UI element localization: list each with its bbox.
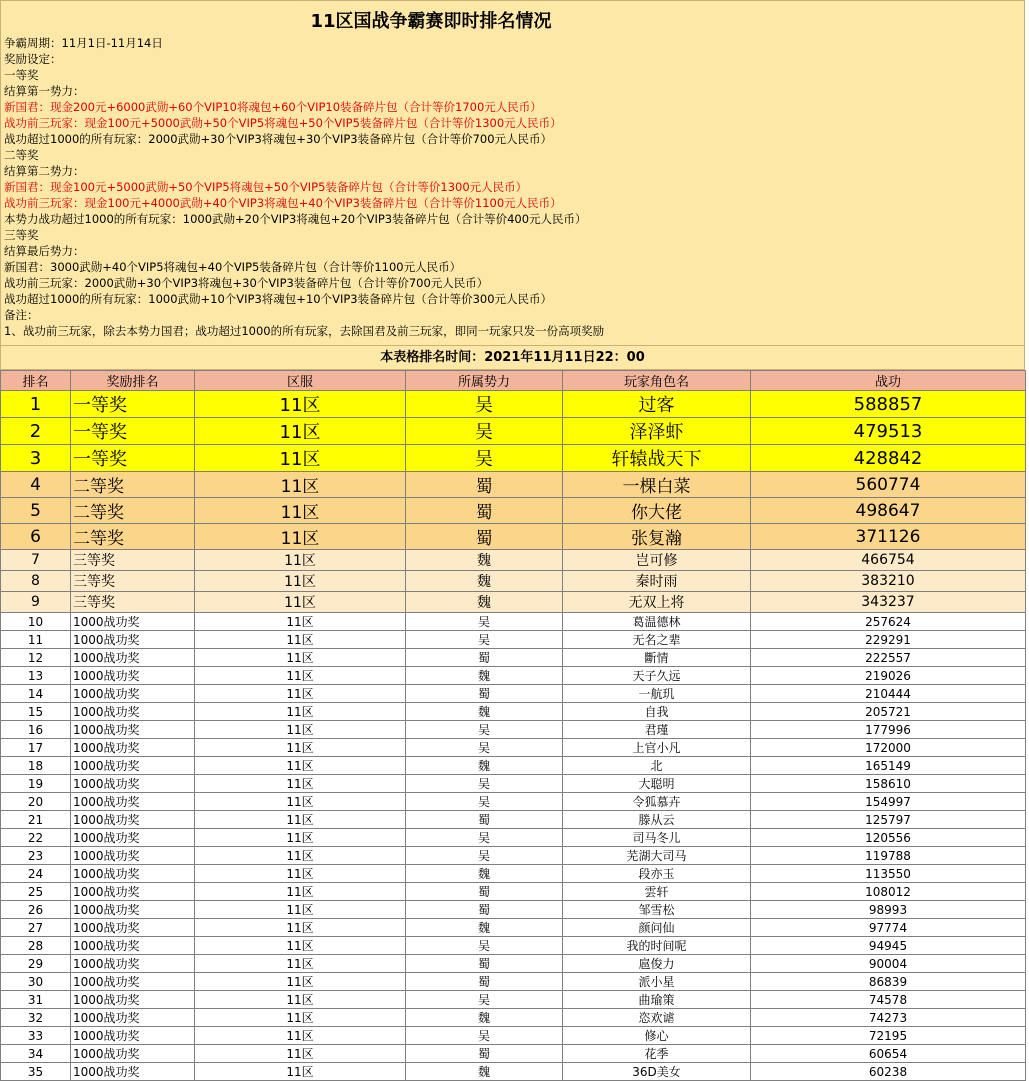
merit-cell[interactable]: 90004 bbox=[751, 955, 1026, 973]
player-name-cell[interactable]: 你大佬 bbox=[563, 498, 751, 524]
merit-cell[interactable]: 479513 bbox=[751, 418, 1026, 445]
server-cell[interactable]: 11区 bbox=[195, 1045, 406, 1063]
table-row bbox=[1, 775, 1026, 793]
rank-cell[interactable]: 24 bbox=[1, 865, 71, 883]
table-row bbox=[1, 550, 1026, 571]
rank-cell[interactable]: 2 bbox=[1, 418, 71, 445]
rule-line: 备注： bbox=[4, 308, 39, 322]
merit-cell[interactable]: 158610 bbox=[751, 775, 1026, 793]
award-cell[interactable]: 1000战功奖 bbox=[71, 901, 195, 919]
award-cell[interactable]: 1000战功奖 bbox=[71, 721, 195, 739]
server-cell[interactable]: 11区 bbox=[195, 829, 406, 847]
rule-line: 战功前三玩家：2000武勋+30个VIP3将魂包+30个VIP3装备碎片包（合计等价700元人民币） bbox=[4, 276, 489, 290]
rule-line: 结算最后势力： bbox=[4, 244, 85, 258]
server-cell[interactable]: 11区 bbox=[195, 955, 406, 973]
player-name-cell[interactable]: 葛温德林 bbox=[563, 613, 751, 631]
rule-line: 新国君：3000武勋+40个VIP5将魂包+40个VIP5装备碎片包（合计等价1100元人民币） bbox=[4, 260, 462, 274]
faction-cell[interactable]: 蜀 bbox=[406, 811, 563, 829]
award-cell[interactable]: 1000战功奖 bbox=[71, 757, 195, 775]
player-name-cell[interactable]: 天子久远 bbox=[563, 667, 751, 685]
table-row bbox=[1, 811, 1026, 829]
player-name-cell[interactable]: 司马冬儿 bbox=[563, 829, 751, 847]
header-award[interactable]: 奖励排名 bbox=[71, 371, 195, 391]
faction-cell[interactable]: 吴 bbox=[406, 793, 563, 811]
faction-cell[interactable]: 吴 bbox=[406, 613, 563, 631]
table-row bbox=[1, 901, 1026, 919]
rule-line: 战功超过1000的所有玩家：1000武勋+10个VIP3将魂包+10个VIP3装备碎片包（合计等价300元人民币） bbox=[4, 292, 553, 306]
player-name-cell[interactable]: 斷情 bbox=[563, 649, 751, 667]
rule-line: 战功超过1000的所有玩家：2000武勋+30个VIP3将魂包+30个VIP3装备碎片包（合计等价700元人民币） bbox=[4, 132, 553, 146]
faction-cell[interactable]: 吴 bbox=[406, 445, 563, 472]
rank-cell[interactable]: 3 bbox=[1, 445, 71, 472]
merit-cell[interactable]: 343237 bbox=[751, 592, 1026, 613]
player-name-cell[interactable]: 派小星 bbox=[563, 973, 751, 991]
award-cell[interactable]: 1000战功奖 bbox=[71, 667, 195, 685]
table-row bbox=[1, 571, 1026, 592]
merit-cell[interactable]: 588857 bbox=[751, 391, 1026, 418]
merit-cell[interactable]: 222557 bbox=[751, 649, 1026, 667]
rule-line: 新国君：现金100元+5000武勋+50个VIP5将魂包+50个VIP5装备碎片包（合计等价1300元人民币） bbox=[4, 180, 528, 194]
faction-cell[interactable]: 魏 bbox=[406, 1009, 563, 1027]
player-name-cell[interactable]: 岂可修 bbox=[563, 550, 751, 571]
faction-cell[interactable]: 吴 bbox=[406, 937, 563, 955]
table-row bbox=[1, 1009, 1026, 1027]
rank-cell[interactable]: 20 bbox=[1, 793, 71, 811]
award-cell[interactable]: 三等奖 bbox=[71, 550, 195, 571]
merit-cell[interactable]: 154997 bbox=[751, 793, 1026, 811]
rank-cell[interactable]: 35 bbox=[1, 1063, 71, 1081]
table-row bbox=[1, 883, 1026, 901]
merit-cell[interactable]: 74273 bbox=[751, 1009, 1026, 1027]
rank-cell[interactable]: 21 bbox=[1, 811, 71, 829]
award-cell[interactable]: 一等奖 bbox=[71, 391, 195, 418]
award-cell[interactable]: 1000战功奖 bbox=[71, 1009, 195, 1027]
table-row bbox=[1, 793, 1026, 811]
rule-line: 二等奖 bbox=[4, 148, 39, 162]
faction-cell[interactable]: 蜀 bbox=[406, 685, 563, 703]
server-cell[interactable]: 11区 bbox=[195, 721, 406, 739]
merit-cell[interactable]: 113550 bbox=[751, 865, 1026, 883]
rank-cell[interactable]: 13 bbox=[1, 667, 71, 685]
table-row bbox=[1, 991, 1026, 1009]
rule-line: 一等奖 bbox=[4, 68, 39, 82]
server-cell[interactable]: 11区 bbox=[195, 991, 406, 1009]
rank-cell[interactable]: 33 bbox=[1, 1027, 71, 1045]
player-name-cell[interactable]: 滕从云 bbox=[563, 811, 751, 829]
faction-cell[interactable]: 蜀 bbox=[406, 883, 563, 901]
server-cell[interactable]: 11区 bbox=[195, 498, 406, 524]
table-row bbox=[1, 703, 1026, 721]
table-row bbox=[1, 721, 1026, 739]
faction-cell[interactable]: 魏 bbox=[406, 550, 563, 571]
player-name-cell[interactable]: 段亦玉 bbox=[563, 865, 751, 883]
table-row bbox=[1, 667, 1026, 685]
award-cell[interactable]: 1000战功奖 bbox=[71, 649, 195, 667]
server-cell[interactable]: 11区 bbox=[195, 865, 406, 883]
server-cell[interactable]: 11区 bbox=[195, 472, 406, 498]
server-cell[interactable]: 11区 bbox=[195, 883, 406, 901]
rank-cell[interactable]: 4 bbox=[1, 472, 71, 498]
award-cell[interactable]: 1000战功奖 bbox=[71, 775, 195, 793]
player-name-cell[interactable]: 上官小凡 bbox=[563, 739, 751, 757]
header-faction[interactable]: 所属势力 bbox=[406, 371, 563, 391]
server-cell[interactable]: 11区 bbox=[195, 901, 406, 919]
server-cell[interactable]: 11区 bbox=[195, 631, 406, 649]
header-merit[interactable]: 战功 bbox=[751, 371, 1026, 391]
merit-cell[interactable]: 498647 bbox=[751, 498, 1026, 524]
rank-cell[interactable]: 8 bbox=[1, 571, 71, 592]
table-row bbox=[1, 739, 1026, 757]
player-name-cell[interactable]: 修心 bbox=[563, 1027, 751, 1045]
faction-cell[interactable]: 魏 bbox=[406, 757, 563, 775]
table-row bbox=[1, 592, 1026, 613]
rule-line: 结算第二势力： bbox=[4, 164, 85, 178]
server-cell[interactable]: 11区 bbox=[195, 550, 406, 571]
merit-cell[interactable]: 97774 bbox=[751, 919, 1026, 937]
table-row bbox=[1, 472, 1026, 498]
merit-cell[interactable]: 98993 bbox=[751, 901, 1026, 919]
header-rank[interactable]: 排名 bbox=[1, 371, 71, 391]
table-row bbox=[1, 418, 1026, 445]
award-cell[interactable]: 1000战功奖 bbox=[71, 631, 195, 649]
award-cell[interactable]: 三等奖 bbox=[71, 571, 195, 592]
award-cell[interactable]: 三等奖 bbox=[71, 592, 195, 613]
rank-cell[interactable]: 29 bbox=[1, 955, 71, 973]
award-cell[interactable]: 1000战功奖 bbox=[71, 829, 195, 847]
player-name-cell[interactable]: 我的时间呢 bbox=[563, 937, 751, 955]
ranking-table bbox=[0, 370, 1026, 1081]
merit-cell[interactable]: 219026 bbox=[751, 667, 1026, 685]
merit-cell[interactable]: 210444 bbox=[751, 685, 1026, 703]
merit-cell[interactable]: 119788 bbox=[751, 847, 1026, 865]
faction-cell[interactable]: 吴 bbox=[406, 631, 563, 649]
player-name-cell[interactable]: 曲瑜策 bbox=[563, 991, 751, 1009]
rank-cell[interactable]: 17 bbox=[1, 739, 71, 757]
server-cell[interactable]: 11区 bbox=[195, 685, 406, 703]
server-cell[interactable]: 11区 bbox=[195, 703, 406, 721]
faction-cell[interactable]: 魏 bbox=[406, 571, 563, 592]
ranking-timestamp: 本表格排名时间：2021年11月11日22：00 bbox=[0, 346, 1025, 370]
rank-cell[interactable]: 9 bbox=[1, 592, 71, 613]
player-name-cell[interactable]: 一航玑 bbox=[563, 685, 751, 703]
faction-cell[interactable]: 吴 bbox=[406, 1027, 563, 1045]
table-row bbox=[1, 524, 1026, 550]
merit-cell[interactable]: 125797 bbox=[751, 811, 1026, 829]
merit-cell[interactable]: 60654 bbox=[751, 1045, 1026, 1063]
table-row bbox=[1, 498, 1026, 524]
award-cell[interactable]: 1000战功奖 bbox=[71, 1063, 195, 1081]
merit-cell[interactable]: 466754 bbox=[751, 550, 1026, 571]
faction-cell[interactable]: 蜀 bbox=[406, 1045, 563, 1063]
faction-cell[interactable]: 蜀 bbox=[406, 472, 563, 498]
award-cell[interactable]: 1000战功奖 bbox=[71, 739, 195, 757]
table-row bbox=[1, 685, 1026, 703]
award-cell[interactable]: 1000战功奖 bbox=[71, 937, 195, 955]
player-name-cell[interactable]: 恣欢谑 bbox=[563, 1009, 751, 1027]
server-cell[interactable]: 11区 bbox=[195, 1027, 406, 1045]
merit-cell[interactable]: 94945 bbox=[751, 937, 1026, 955]
rule-line: 战功前三玩家：现金100元+5000武勋+50个VIP5将魂包+50个VIP5装备碎片包（合计等价1300元人民币） bbox=[4, 116, 562, 130]
rank-cell[interactable]: 10 bbox=[1, 613, 71, 631]
rank-cell[interactable]: 16 bbox=[1, 721, 71, 739]
player-name-cell[interactable]: 颜问仙 bbox=[563, 919, 751, 937]
award-cell[interactable]: 一等奖 bbox=[71, 418, 195, 445]
rule-line: 新国君：现金200元+6000武勋+60个VIP10将魂包+60个VIP10装备碎片包（合计等价1700元人民币） bbox=[4, 100, 542, 114]
faction-cell[interactable]: 吴 bbox=[406, 991, 563, 1009]
player-name-cell[interactable]: 秦时雨 bbox=[563, 571, 751, 592]
rank-cell[interactable]: 11 bbox=[1, 631, 71, 649]
rank-cell[interactable]: 18 bbox=[1, 757, 71, 775]
rank-cell[interactable]: 26 bbox=[1, 901, 71, 919]
rank-cell[interactable]: 15 bbox=[1, 703, 71, 721]
server-cell[interactable]: 11区 bbox=[195, 757, 406, 775]
award-cell[interactable]: 1000战功奖 bbox=[71, 811, 195, 829]
rule-line: 本势力战功超过1000的所有玩家：1000武勋+20个VIP3将魂包+20个VIP3装备碎片包（合计等价400元人民币） bbox=[4, 212, 587, 226]
award-cell[interactable]: 二等奖 bbox=[71, 472, 195, 498]
table-row bbox=[1, 1063, 1026, 1081]
award-cell[interactable]: 1000战功奖 bbox=[71, 883, 195, 901]
server-cell[interactable]: 11区 bbox=[195, 418, 406, 445]
faction-cell[interactable]: 蜀 bbox=[406, 524, 563, 550]
player-name-cell[interactable]: 北 bbox=[563, 757, 751, 775]
merit-cell[interactable]: 205721 bbox=[751, 703, 1026, 721]
table-row bbox=[1, 445, 1026, 472]
award-cell[interactable]: 1000战功奖 bbox=[71, 703, 195, 721]
server-cell[interactable]: 11区 bbox=[195, 613, 406, 631]
rank-cell[interactable]: 27 bbox=[1, 919, 71, 937]
server-cell[interactable]: 11区 bbox=[195, 973, 406, 991]
player-name-cell[interactable]: 令狐慕卉 bbox=[563, 793, 751, 811]
rule-line: 三等奖 bbox=[4, 228, 39, 242]
rank-cell[interactable]: 32 bbox=[1, 1009, 71, 1027]
server-cell[interactable]: 11区 bbox=[195, 793, 406, 811]
merit-cell[interactable]: 257624 bbox=[751, 613, 1026, 631]
award-cell[interactable]: 1000战功奖 bbox=[71, 847, 195, 865]
rank-cell[interactable]: 19 bbox=[1, 775, 71, 793]
rule-line: 争霸周期：11月1日-11月14日 bbox=[4, 36, 163, 50]
faction-cell[interactable]: 蜀 bbox=[406, 649, 563, 667]
merit-cell[interactable]: 74578 bbox=[751, 991, 1026, 1009]
header-server[interactable]: 区服 bbox=[195, 371, 406, 391]
rank-cell[interactable]: 34 bbox=[1, 1045, 71, 1063]
award-cell[interactable]: 1000战功奖 bbox=[71, 973, 195, 991]
rank-cell[interactable]: 30 bbox=[1, 973, 71, 991]
faction-cell[interactable]: 蜀 bbox=[406, 498, 563, 524]
faction-cell[interactable]: 吴 bbox=[406, 721, 563, 739]
faction-cell[interactable]: 魏 bbox=[406, 919, 563, 937]
award-cell[interactable]: 1000战功奖 bbox=[71, 613, 195, 631]
merit-cell[interactable]: 428842 bbox=[751, 445, 1026, 472]
server-cell[interactable]: 11区 bbox=[195, 667, 406, 685]
table-row bbox=[1, 1027, 1026, 1045]
faction-cell[interactable]: 蜀 bbox=[406, 973, 563, 991]
rank-cell[interactable]: 12 bbox=[1, 649, 71, 667]
faction-cell[interactable]: 吴 bbox=[406, 847, 563, 865]
merit-cell[interactable]: 108012 bbox=[751, 883, 1026, 901]
player-name-cell[interactable]: 无名之辈 bbox=[563, 631, 751, 649]
table-row bbox=[1, 649, 1026, 667]
server-cell[interactable]: 11区 bbox=[195, 739, 406, 757]
merit-cell[interactable]: 371126 bbox=[751, 524, 1026, 550]
award-cell[interactable]: 1000战功奖 bbox=[71, 919, 195, 937]
table-row bbox=[1, 391, 1026, 418]
rules-panel bbox=[0, 0, 1025, 346]
player-name-cell[interactable]: 花季 bbox=[563, 1045, 751, 1063]
faction-cell[interactable]: 吴 bbox=[406, 391, 563, 418]
header-player-name[interactable]: 玩家角色名 bbox=[563, 371, 751, 391]
rank-cell[interactable]: 14 bbox=[1, 685, 71, 703]
award-cell[interactable]: 1000战功奖 bbox=[71, 865, 195, 883]
award-cell[interactable]: 1000战功奖 bbox=[71, 991, 195, 1009]
faction-cell[interactable]: 魏 bbox=[406, 703, 563, 721]
merit-cell[interactable]: 72195 bbox=[751, 1027, 1026, 1045]
merit-cell[interactable]: 86839 bbox=[751, 973, 1026, 991]
award-cell[interactable]: 1000战功奖 bbox=[71, 1027, 195, 1045]
award-cell[interactable]: 1000战功奖 bbox=[71, 685, 195, 703]
award-cell[interactable]: 二等奖 bbox=[71, 524, 195, 550]
page-title: 11区国战争霸赛即时排名情况 bbox=[310, 11, 552, 32]
player-name-cell[interactable]: 一棵白菜 bbox=[563, 472, 751, 498]
table-row bbox=[1, 631, 1026, 649]
server-cell[interactable]: 11区 bbox=[195, 571, 406, 592]
rank-cell[interactable]: 7 bbox=[1, 550, 71, 571]
faction-cell[interactable]: 吴 bbox=[406, 739, 563, 757]
merit-cell[interactable]: 560774 bbox=[751, 472, 1026, 498]
server-cell[interactable]: 11区 bbox=[195, 1063, 406, 1081]
player-name-cell[interactable]: 泽泽虾 bbox=[563, 418, 751, 445]
faction-cell[interactable]: 魏 bbox=[406, 667, 563, 685]
award-cell[interactable]: 1000战功奖 bbox=[71, 793, 195, 811]
rank-cell[interactable]: 5 bbox=[1, 498, 71, 524]
server-cell[interactable]: 11区 bbox=[195, 524, 406, 550]
merit-cell[interactable]: 172000 bbox=[751, 739, 1026, 757]
player-name-cell[interactable]: 张复瀚 bbox=[563, 524, 751, 550]
rank-cell[interactable]: 31 bbox=[1, 991, 71, 1009]
merit-cell[interactable]: 165149 bbox=[751, 757, 1026, 775]
player-name-cell[interactable]: 36D美女 bbox=[563, 1063, 751, 1081]
faction-cell[interactable]: 吴 bbox=[406, 775, 563, 793]
server-cell[interactable]: 11区 bbox=[195, 847, 406, 865]
player-name-cell[interactable]: 过客 bbox=[563, 391, 751, 418]
player-name-cell[interactable]: 扈俊力 bbox=[563, 955, 751, 973]
rule-line: 1、战功前三玩家，除去本势力国君；战功超过1000的所有玩家，去除国君及前三玩家，即同一玩家只发一份高项奖励 bbox=[4, 324, 605, 338]
rank-cell[interactable]: 1 bbox=[1, 391, 71, 418]
table-row bbox=[1, 955, 1026, 973]
table-row bbox=[1, 919, 1026, 937]
reward-rules bbox=[4, 35, 604, 339]
rule-line: 战功前三玩家：现金100元+4000武勋+40个VIP3将魂包+40个VIP3装备碎片包（合计等价1100元人民币） bbox=[4, 196, 562, 210]
server-cell[interactable]: 11区 bbox=[195, 445, 406, 472]
table-row bbox=[1, 973, 1026, 991]
rule-line: 奖励设定： bbox=[4, 52, 62, 66]
award-cell[interactable]: 一等奖 bbox=[71, 445, 195, 472]
server-cell[interactable]: 11区 bbox=[195, 919, 406, 937]
merit-cell[interactable]: 60238 bbox=[751, 1063, 1026, 1081]
server-cell[interactable]: 11区 bbox=[195, 775, 406, 793]
table-row bbox=[1, 613, 1026, 631]
rank-cell[interactable]: 22 bbox=[1, 829, 71, 847]
table-header-row bbox=[1, 371, 1026, 391]
table-row bbox=[1, 1045, 1026, 1063]
merit-cell[interactable]: 177996 bbox=[751, 721, 1026, 739]
faction-cell[interactable]: 魏 bbox=[406, 1063, 563, 1081]
rule-line: 结算第一势力： bbox=[4, 84, 85, 98]
rank-cell[interactable]: 23 bbox=[1, 847, 71, 865]
server-cell[interactable]: 11区 bbox=[195, 391, 406, 418]
player-name-cell[interactable]: 君瑾 bbox=[563, 721, 751, 739]
faction-cell[interactable]: 蜀 bbox=[406, 955, 563, 973]
table-row bbox=[1, 847, 1026, 865]
table-row bbox=[1, 865, 1026, 883]
player-name-cell[interactable]: 无双上将 bbox=[563, 592, 751, 613]
server-cell[interactable]: 11区 bbox=[195, 1009, 406, 1027]
server-cell[interactable]: 11区 bbox=[195, 649, 406, 667]
player-name-cell[interactable]: 芜湖大司马 bbox=[563, 847, 751, 865]
faction-cell[interactable]: 吴 bbox=[406, 418, 563, 445]
rank-cell[interactable]: 6 bbox=[1, 524, 71, 550]
table-row bbox=[1, 829, 1026, 847]
faction-cell[interactable]: 魏 bbox=[406, 865, 563, 883]
award-cell[interactable]: 1000战功奖 bbox=[71, 955, 195, 973]
rank-cell[interactable]: 28 bbox=[1, 937, 71, 955]
rank-cell[interactable]: 25 bbox=[1, 883, 71, 901]
player-name-cell[interactable]: 轩辕战天下 bbox=[563, 445, 751, 472]
player-name-cell[interactable]: 自我 bbox=[563, 703, 751, 721]
faction-cell[interactable]: 魏 bbox=[406, 592, 563, 613]
server-cell[interactable]: 11区 bbox=[195, 937, 406, 955]
faction-cell[interactable]: 吴 bbox=[406, 829, 563, 847]
award-cell[interactable]: 二等奖 bbox=[71, 498, 195, 524]
player-name-cell[interactable]: 邹雪松 bbox=[563, 901, 751, 919]
table-row bbox=[1, 757, 1026, 775]
table-row bbox=[1, 937, 1026, 955]
server-cell[interactable]: 11区 bbox=[195, 592, 406, 613]
merit-cell[interactable]: 383210 bbox=[751, 571, 1026, 592]
faction-cell[interactable]: 蜀 bbox=[406, 901, 563, 919]
merit-cell[interactable]: 229291 bbox=[751, 631, 1026, 649]
server-cell[interactable]: 11区 bbox=[195, 811, 406, 829]
award-cell[interactable]: 1000战功奖 bbox=[71, 1045, 195, 1063]
player-name-cell[interactable]: 大聪明 bbox=[563, 775, 751, 793]
player-name-cell[interactable]: 雲轩 bbox=[563, 883, 751, 901]
merit-cell[interactable]: 120556 bbox=[751, 829, 1026, 847]
